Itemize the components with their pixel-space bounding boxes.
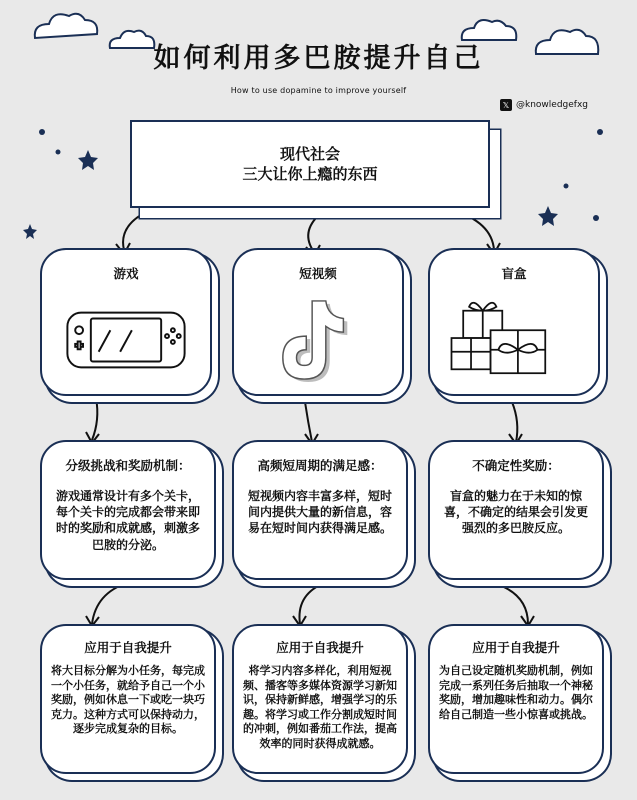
apply-title: 应用于自我提升	[472, 640, 560, 655]
header-line-2: 三大让你上瘾的东西	[242, 165, 378, 183]
card-blind-box-title: 盲盒	[501, 266, 527, 281]
card-short-video-mechanism	[232, 440, 408, 580]
mechanism-title: 分级挑战和奖励机制：	[65, 458, 191, 473]
card-game-apply	[40, 624, 216, 774]
mechanism-body: 游戏通常设计有多个关卡，每个关卡的完成都会带来即时的奖励和成就感，刺激多巴胺的分泌。	[55, 489, 200, 552]
mechanism-title: 高频短周期的满足感：	[257, 458, 383, 473]
card-game-title: 游戏	[113, 266, 139, 281]
card-short-video	[232, 248, 404, 396]
game-console-icon	[42, 290, 210, 390]
page-title: 如何利用多巴胺提升自己	[153, 43, 484, 74]
arrow-icon	[86, 398, 522, 444]
apply-body: 将大目标分解为小任务，每完成一个小任务，就给予自己一个小奖励，例如休息一下或吃一块巧克力。这种方式可以保持动力，逐步完成复杂的目标。	[51, 664, 205, 736]
cloud-icon	[35, 14, 97, 38]
header-line-1: 现代社会	[279, 144, 340, 163]
mechanism-body: 盲盒的魅力在于未知的惊喜，不确定的结果会引发更强烈的多巴胺反应。	[443, 489, 588, 536]
apply-title: 应用于自我提升	[276, 640, 364, 655]
mechanism-title: 不确定性奖励：	[472, 458, 560, 473]
apply-body: 将学习内容多样化，利用短视频、播客等多媒体资源学习新知识，保持新鲜感，增强学习的乐趣。将学习或工作分割成短时间的冲刺，例如番茄工作法，提高效率的同时获得成就感。	[243, 664, 397, 750]
page-subtitle: How to use dopamine to improve yourself	[230, 86, 407, 95]
tiktok-icon	[234, 290, 402, 390]
card-short-video-apply	[232, 624, 408, 774]
gift-box-icon	[430, 290, 598, 390]
card-game	[40, 248, 212, 396]
author-handle	[500, 99, 588, 111]
card-blind-box-apply	[428, 624, 604, 774]
apply-body: 为自己设定随机奖励机制，例如完成一系列任务后抽取一个神秘奖励，增加趣味性和动力。偶尔给自己制造一些小惊喜或挑战。	[439, 664, 593, 721]
card-short-video-title: 短视频	[299, 266, 337, 281]
card-blind-box	[428, 248, 600, 396]
apply-title: 应用于自我提升	[84, 640, 172, 655]
mechanism-body: 短视频内容丰富多样，短时间内提供大量的新信息，容易在短时间内获得满足感。	[247, 489, 392, 536]
header-banner	[130, 120, 490, 208]
arrow-icon	[86, 582, 534, 626]
x-logo-icon: 𝕏	[500, 99, 512, 111]
handle-text: @knowledgefxg	[516, 100, 588, 110]
card-blind-box-mechanism	[428, 440, 604, 580]
card-game-mechanism	[40, 440, 216, 580]
